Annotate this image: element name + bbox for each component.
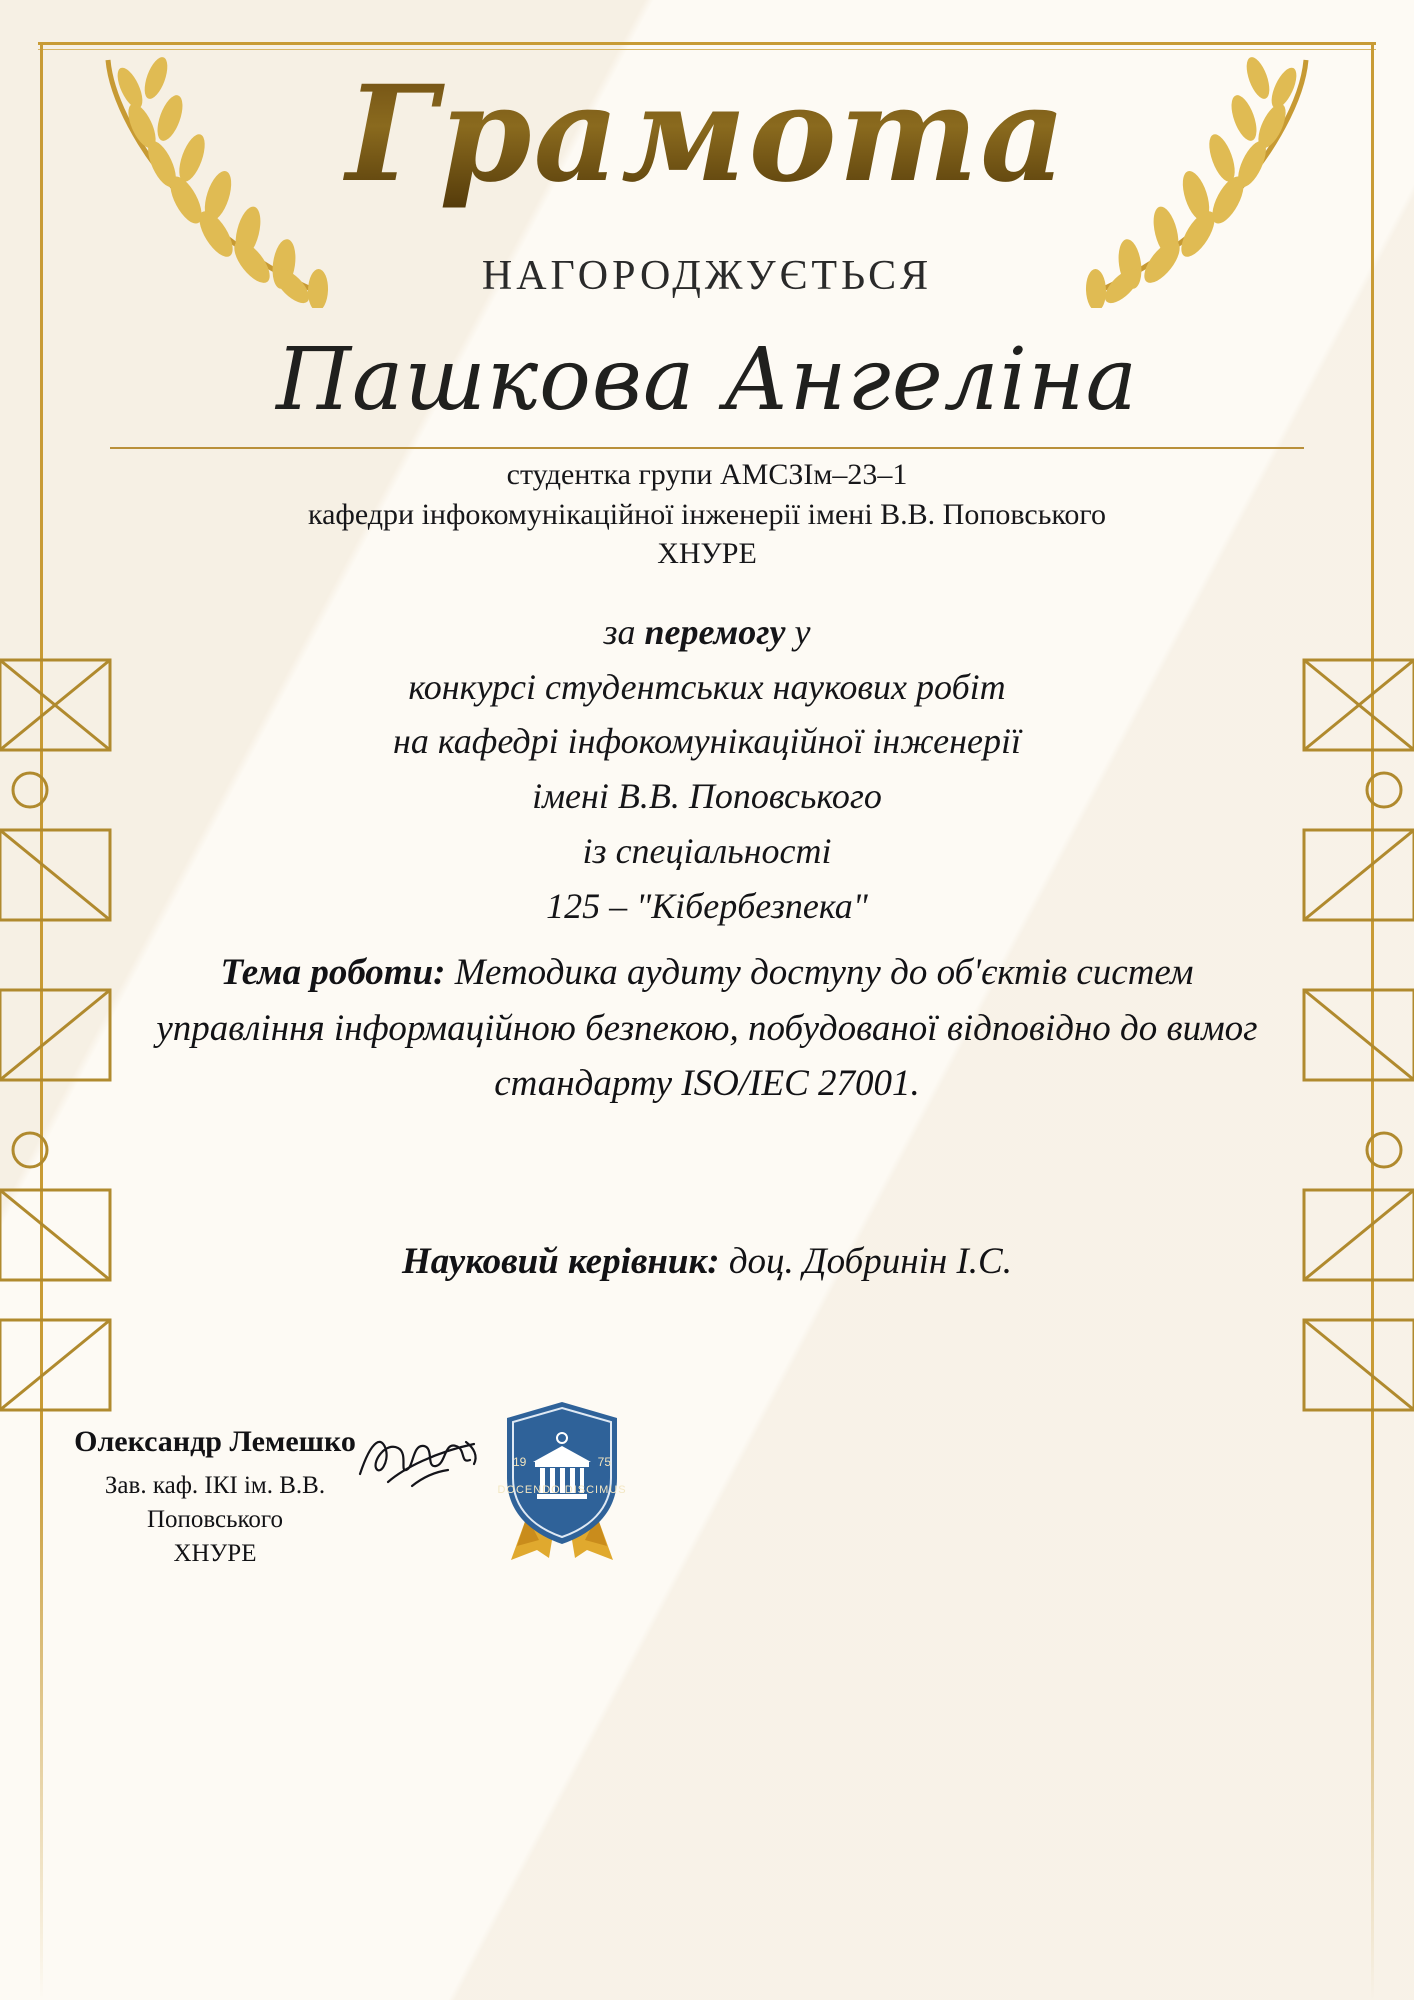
recipient-detail-line: кафедри інфокомунікаційної інженерії імені В.В. Поповського (307, 497, 1106, 531)
signer-role-line: Зав. каф. ІКІ ім. В.В. (104, 1472, 326, 1499)
award-line-4: імені В.В. Поповського (532, 776, 882, 817)
award-line-2: конкурсі студентських наукових робіт (408, 666, 1006, 707)
awarded-to-label: НАГОРОДЖУЄТЬСЯ (481, 253, 933, 299)
award-prefix: за (603, 612, 645, 652)
signer-role-line: ХНУРЕ (173, 1539, 257, 1567)
supervisor-label: Науковий керівник: (402, 1241, 720, 1282)
frame-top-line (38, 42, 1376, 45)
work-topic (150, 945, 1264, 1112)
award-line-1 (130, 605, 1284, 660)
supervisor-name: доц. Добринін І.С. (719, 1241, 1012, 1282)
signature-mark (352, 1428, 492, 1503)
emblem-year-right: 75 (597, 1455, 611, 1469)
award-reason (130, 605, 1284, 933)
recipient-name: Пашкова Ангеліна (276, 330, 1138, 430)
recipient-detail-line: студентка групи АМСЗІм–23–1 (506, 458, 908, 491)
signer-block (40, 1425, 390, 1570)
work-topic-label: Тема роботи: (220, 952, 446, 993)
emblem-motto: DOCENDO DISCIMUS (497, 1484, 627, 1496)
signer-role-line: Поповського (146, 1505, 284, 1533)
emblem-year-left: 19 (513, 1455, 527, 1469)
award-line-3: на кафедрі інфокомунікаційної інженерії (392, 721, 1021, 762)
award-suffix: у (785, 612, 811, 652)
university-emblem-icon (497, 1398, 627, 1563)
work-topic-text: Методика аудиту доступу до об'єктів систем управління інформаційною безпекою, побудованої відповідно до вимог стандарту ISO/IEC 27001. (156, 952, 1258, 1104)
recipient-detail-line: ХНУРЕ (657, 537, 757, 571)
supervisor (120, 1240, 1294, 1283)
signer-name: Олександр Лемешко (74, 1425, 356, 1458)
page-title: Грамота (0, 52, 1414, 217)
award-line-5: із спеціальності (582, 830, 832, 871)
signer-role (40, 1469, 390, 1570)
award-line-6: 125 – "Кібербезпека" (546, 885, 868, 926)
award-bold-word: перемогу (644, 612, 786, 652)
recipient-details (90, 455, 1324, 574)
name-underline (110, 447, 1304, 449)
